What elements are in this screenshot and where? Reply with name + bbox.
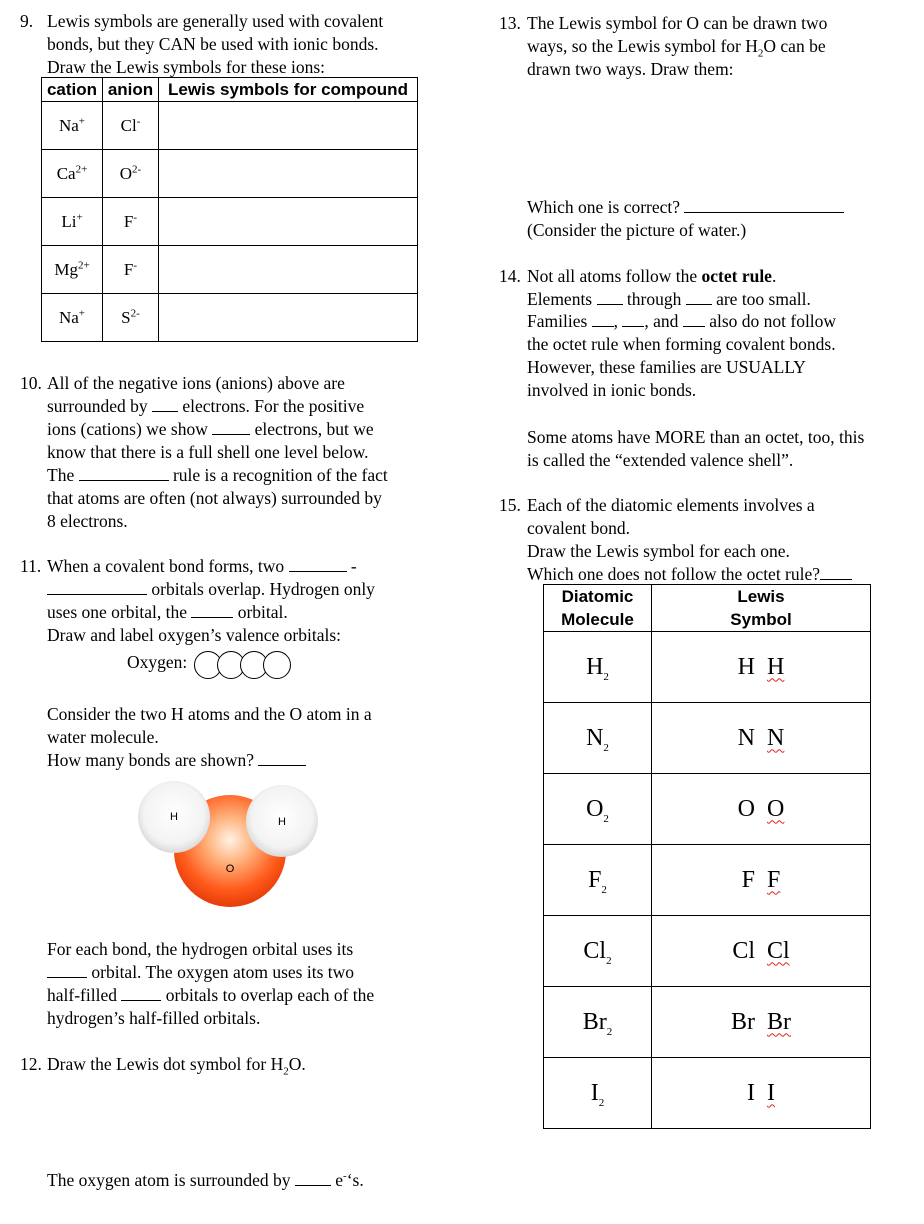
anion-cell: F- [103, 198, 159, 246]
q13-which: Which one is correct? [527, 196, 844, 219]
blank[interactable] [47, 962, 87, 978]
molecule-cell: $Br_2$ [544, 987, 652, 1058]
table-row [544, 987, 871, 1058]
q11-line-2: orbitals overlap. Hydrogen only [47, 578, 375, 601]
q12-number: 12. [20, 1054, 42, 1074]
header-diatomic-molecule: Diatomic Molecule [544, 585, 652, 632]
lewis-cell[interactable]: N N [652, 703, 871, 774]
cation-cell: Li+ [42, 198, 103, 246]
answer-cell[interactable] [159, 246, 418, 294]
lewis-cell[interactable]: Cl Cl [652, 916, 871, 987]
molecule-cell: $I_2$ [544, 1058, 652, 1129]
q12-surrounded: The oxygen atom is surrounded by e-‘s. [47, 1170, 364, 1190]
q14-line-4: the octet rule when forming covalent bonds. [527, 334, 836, 354]
anion-cell: F- [103, 246, 159, 294]
lewis-cell[interactable]: Br Br [652, 987, 871, 1058]
blank[interactable] [820, 564, 852, 580]
q11-bond-2: orbital. The oxygen atom uses its two [47, 961, 354, 984]
molecule-cell: $O_2$ [544, 774, 652, 845]
blank[interactable] [289, 556, 347, 572]
answer-cell[interactable] [159, 102, 418, 150]
q11-line-4: Draw and label oxygen’s valence orbitals: [47, 625, 341, 645]
q11-line-1: When a covalent bond forms, two - [47, 556, 357, 576]
q11-bond-3: half-filled orbitals to overlap each of the [47, 985, 375, 1005]
table-row [544, 703, 871, 774]
table-row [42, 150, 418, 198]
q14-line-5: However, these families are USUALLY [527, 357, 806, 377]
h-label: H [170, 811, 178, 823]
table-row [544, 1058, 871, 1129]
blank[interactable] [592, 311, 614, 327]
oxygen-orbitals [127, 648, 291, 679]
anion-cell: $S^{2-}$ [103, 294, 159, 342]
q14-line-3: Families , , and also do not follow [527, 311, 837, 331]
q15-line-4: Which one does not follow the octet rule? [527, 563, 852, 586]
water-molecule-image [130, 775, 330, 910]
q14-line-6: involved in ionic bonds. [527, 380, 697, 400]
blank[interactable] [684, 197, 844, 213]
q14-line-2: Elements through are too small. [527, 289, 811, 309]
blank[interactable] [686, 289, 712, 305]
table-row [42, 294, 418, 342]
q15-line-3: Draw the Lewis symbol for each one. [527, 541, 790, 561]
blank[interactable] [152, 396, 178, 412]
blank[interactable] [622, 311, 644, 327]
q11-line-3: uses one orbital, the orbital. [47, 602, 288, 622]
answer-cell[interactable] [159, 198, 418, 246]
q13-consider: (Consider the picture of water.) [527, 220, 747, 240]
lewis-cell[interactable]: O O [652, 774, 871, 845]
orbital-circle[interactable] [263, 651, 291, 679]
blank[interactable] [295, 1170, 331, 1186]
lewis-cell[interactable]: I I [652, 1058, 871, 1129]
h-label: H [278, 816, 286, 828]
q10-line-1: All of the negative ions (anions) above are [47, 373, 345, 393]
lewis-cell[interactable]: F F [652, 845, 871, 916]
molecule-cell: $F_2$ [544, 845, 652, 916]
cation-cell: Na+ [42, 294, 103, 342]
ion-table [41, 77, 418, 342]
table-row [544, 632, 871, 703]
q10-line-2: surrounded by electrons. For the positive [47, 396, 365, 416]
oxygen-label: Oxygen: [127, 652, 188, 672]
header-lewis-compound: Lewis symbols for compound [159, 78, 418, 102]
lewis-cell[interactable]: H H [652, 632, 871, 703]
q11-consider-3: How many bonds are shown? [47, 749, 306, 772]
q10-line-3: ions (cations) we show electrons, but we [47, 419, 374, 439]
molecule-cell: $Cl_2$ [544, 916, 652, 987]
blank[interactable] [258, 750, 306, 766]
table-row [42, 246, 418, 294]
blank[interactable] [191, 602, 233, 618]
blank[interactable] [47, 579, 147, 595]
header-lewis-symbol: Lewis Symbol [652, 585, 871, 632]
answer-cell[interactable] [159, 294, 418, 342]
q13-line-1: The Lewis symbol for O can be drawn two [527, 13, 828, 33]
q9-line-3: Draw the Lewis symbols for these ions: [47, 57, 326, 77]
header-anion: anion [103, 78, 159, 102]
q9-line-1: Lewis symbols are generally used with covalent [47, 11, 384, 31]
blank[interactable] [121, 985, 161, 1001]
q11-consider-1: Consider the two H atoms and the O atom in a [47, 704, 372, 724]
q13-line-3: drawn two ways. Draw them: [527, 59, 734, 79]
q14-extended-2: is called the “extended valence shell”. [527, 450, 794, 470]
cation-cell: $Ca^{2+}$ [42, 150, 103, 198]
q10-line-7: 8 electrons. [47, 511, 128, 531]
table-row [544, 845, 871, 916]
q11-number: 11. [20, 556, 42, 576]
table-row [42, 102, 418, 150]
q10-line-5: The rule is a recognition of the fact [47, 465, 388, 485]
diatomic-table [543, 584, 871, 1129]
q13-line-2: ways, so the Lewis symbol for $H_2O$ can be [527, 36, 826, 60]
blank[interactable] [597, 289, 623, 305]
q10-line-4: know that there is a full shell one level below. [47, 442, 369, 462]
cation-cell: Na+ [42, 102, 103, 150]
q12-text: Draw the Lewis dot symbol for $H_2O$. [47, 1054, 306, 1078]
q15-line-2: covalent bond. [527, 518, 631, 538]
q13-number: 13. [499, 13, 521, 33]
q15-number: 15. [499, 495, 521, 515]
q11-bond-1: For each bond, the hydrogen orbital uses its [47, 939, 354, 959]
blank[interactable] [79, 465, 169, 481]
q10-line-6: that atoms are often (not always) surrounded by [47, 488, 382, 508]
blank[interactable] [212, 419, 250, 435]
q11-consider-2: water molecule. [47, 727, 159, 747]
q9-number: 9. [20, 11, 34, 31]
q15-line-1: Each of the diatomic elements involves a [527, 495, 815, 515]
molecule-cell: $N_2$ [544, 703, 652, 774]
table-row [544, 916, 871, 987]
q14-number: 14. [499, 266, 521, 286]
header-cation: cation [42, 78, 103, 102]
anion-cell: $O^{2-}$ [103, 150, 159, 198]
table-row [42, 198, 418, 246]
q11-bond-4: hydrogen’s half-filled orbitals. [47, 1008, 261, 1028]
q10-number: 10. [20, 373, 42, 393]
molecule-cell: $H_2$ [544, 632, 652, 703]
cation-cell: $Mg^{2+}$ [42, 246, 103, 294]
q14-extended-1: Some atoms have MORE than an octet, too, this [527, 427, 865, 447]
o-label: O [225, 863, 235, 875]
answer-cell[interactable] [159, 150, 418, 198]
anion-cell: Cl- [103, 102, 159, 150]
blank[interactable] [683, 311, 705, 327]
table-row [544, 774, 871, 845]
q9-line-2: bonds, but they CAN be used with ionic bonds. [47, 34, 379, 54]
q14-line-1: Not all atoms follow the octet rule. [527, 266, 777, 286]
